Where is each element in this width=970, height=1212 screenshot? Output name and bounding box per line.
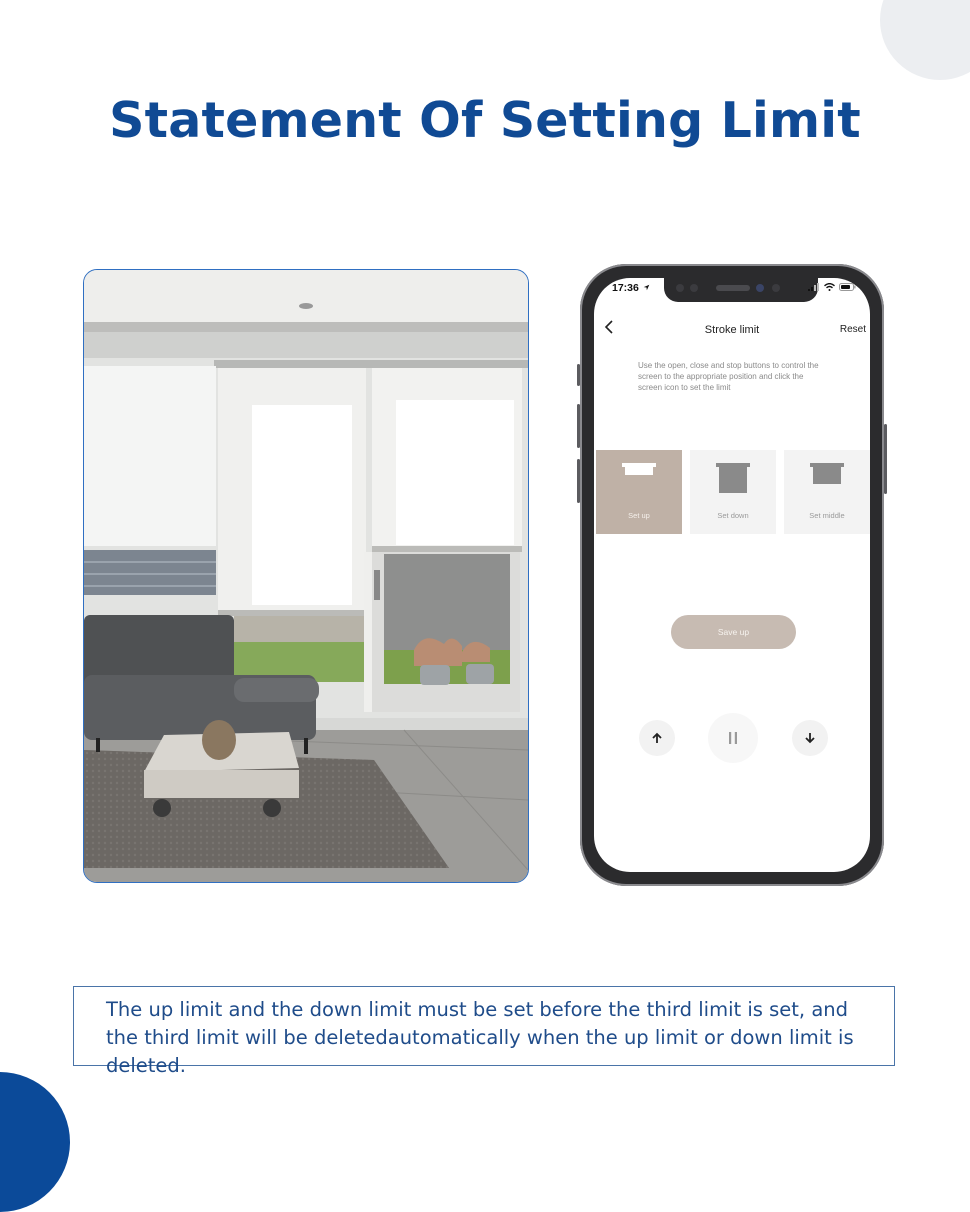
arrow-down-icon (804, 732, 816, 744)
limit-tiles (596, 450, 870, 534)
screen-title: Stroke limit (704, 324, 760, 336)
set-up-tile[interactable] (596, 450, 682, 534)
phone-screen (594, 278, 870, 872)
close-button[interactable] (792, 720, 828, 756)
open-button[interactable] (639, 720, 675, 756)
note-text: The up limit and the down limit must be set before the third limit is set, and the third limit will be deletedautomatically when the up limit or down limit is deleted. (106, 998, 854, 1077)
save-button[interactable]: Save up (671, 615, 796, 649)
page-title: Statement Of Setting Limit (109, 92, 861, 149)
set-middle-tile[interactable] (784, 450, 870, 534)
mute-switch (577, 364, 580, 386)
volume-down-button (577, 459, 580, 503)
tile-label: Set down (717, 511, 749, 520)
phone-notch (664, 278, 818, 302)
room-illustration (84, 270, 528, 882)
pause-icon (727, 731, 739, 745)
tile-label: Set up (628, 511, 650, 520)
blind-middle-icon (810, 463, 844, 487)
status-time: 17:36 (612, 282, 650, 294)
room-photo (83, 269, 529, 883)
arrow-up-icon (651, 732, 663, 744)
note-box (73, 986, 895, 1077)
wifi-icon (824, 283, 835, 291)
power-button (884, 424, 887, 494)
reset-button[interactable]: Reset (839, 324, 866, 335)
stop-button[interactable] (708, 713, 758, 763)
volume-up-button (577, 404, 580, 448)
tile-label: Set middle (809, 511, 845, 520)
signal-icon (808, 283, 820, 291)
blind-up-icon (622, 463, 656, 483)
location-arrow-icon (643, 284, 650, 291)
decorative-corner-top-right (880, 0, 970, 80)
battery-icon (839, 283, 856, 291)
blind-down-icon (716, 463, 750, 495)
decorative-corner-bottom-left (0, 1072, 70, 1212)
status-icons (808, 283, 856, 291)
set-down-tile[interactable] (690, 450, 776, 534)
instructions-text: Use the open, close and stop buttons to control the screen to the appropriate position and click the screen icon to set the limit (638, 361, 819, 392)
phone-mockup (580, 264, 884, 886)
